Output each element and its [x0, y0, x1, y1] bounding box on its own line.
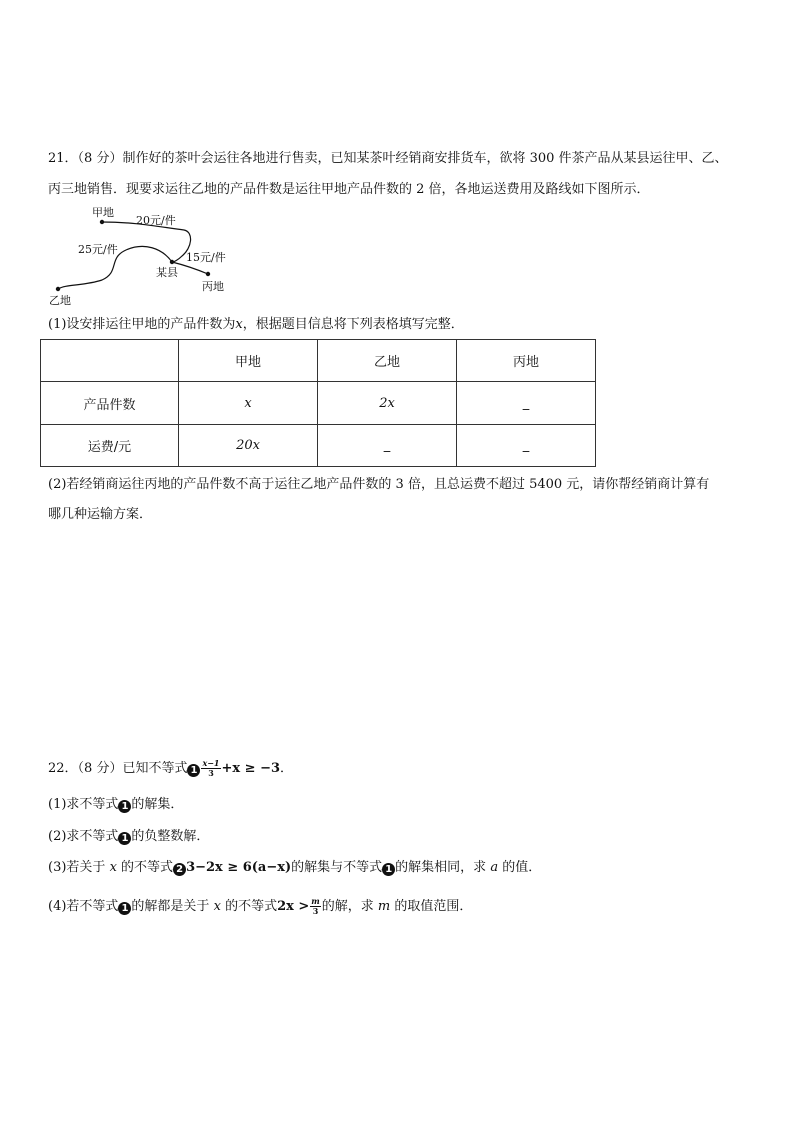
table-cell: 2x: [318, 382, 457, 425]
q22-stem-end: ．: [280, 761, 294, 776]
p4-var-m: m: [377, 899, 391, 914]
circled-one-icon: 1: [118, 902, 131, 915]
fraction: [310, 897, 320, 916]
p3-text-e: 的值．: [502, 860, 542, 875]
q22-part1: [48, 796, 758, 814]
p3-text-b: 的不等式: [121, 860, 174, 875]
p4-text-b: 的解都是关于: [131, 899, 210, 914]
p3-text-a: (3)若关于: [48, 860, 106, 875]
p4-text-d: 的解，求: [321, 899, 374, 914]
answer-table: [40, 339, 596, 467]
p3-text-d: 的解集相同，求: [395, 860, 487, 875]
q21-line-2: 丙三地销售．现要求运往乙地的产品件数是运往甲地产品件数的 2 倍，各地运送费用及路线如下图所示．: [48, 182, 650, 197]
table-header-yi: 乙地: [318, 340, 457, 382]
label-cost-jia: 20元/件: [136, 214, 176, 227]
label-cost-yi: 25元/件: [78, 243, 118, 256]
p1-text-b: 的解集．: [131, 797, 184, 812]
table-row: [41, 382, 596, 425]
row-label-cost: 运费/元: [41, 425, 179, 467]
yi-point: [56, 287, 60, 291]
p4-expression: 2x >: [277, 899, 310, 914]
county-point: [170, 260, 174, 264]
table-cell-blank: _: [457, 425, 596, 467]
bing-point: [206, 272, 210, 276]
table-header-jia: 甲地: [179, 340, 318, 382]
label-county: 某县: [156, 266, 178, 279]
p3-expression: 3−2x ≥ 6(a−x): [186, 860, 292, 875]
p4-text-e: 的取值范围．: [394, 899, 473, 914]
jia-point: [100, 220, 104, 224]
fraction-numerator: m: [311, 896, 320, 906]
p1-text: (1)求不等式: [48, 797, 119, 812]
p4-var-x: x: [213, 899, 221, 914]
part1-suffix: ，根据题目信息将下列表格填写完整．: [242, 317, 464, 332]
part1-var: x: [235, 317, 243, 332]
circled-one-icon: 1: [118, 800, 131, 813]
route-to-jia: [102, 222, 191, 262]
q22-part4: [48, 897, 758, 916]
table-row: [41, 425, 596, 467]
row-label-count: 产品件数: [41, 382, 179, 425]
p3-var-a: a: [490, 860, 499, 875]
table-cell-blank: _: [318, 425, 457, 467]
part1-prefix: (1)设安排运往甲地的产品件数为: [48, 317, 236, 332]
label-cost-bing: 15元/件: [186, 251, 226, 264]
q22-stem-prefix: 22．（8 分）已知不等式: [48, 761, 188, 776]
label-yi: 乙地: [49, 294, 71, 307]
q22-stem: [48, 759, 758, 778]
q21-line-1: 21．（8 分）制作好的茶叶会运往各地进行售卖，已知某茶叶经销商安排货车，欲将 300 件茶产品从某县运往甲、乙、: [48, 151, 728, 166]
table-cell: 20x: [179, 425, 318, 467]
label-bing: 丙地: [202, 280, 224, 293]
p3-var-x: x: [109, 860, 117, 875]
p2-text: (2)求不等式: [48, 829, 119, 844]
q22-part3: [48, 859, 758, 877]
q21-part2-line-2: 哪几种运输方案．: [48, 507, 153, 522]
q22-part2: [48, 828, 758, 846]
fraction-denominator: 3: [208, 768, 214, 778]
table-cell: [41, 340, 179, 382]
table-cell: x: [179, 382, 318, 425]
table-header-bing: 丙地: [457, 340, 596, 382]
q22-stem-tail: +x ≥ −3: [221, 761, 281, 776]
table-header-row: [41, 340, 596, 382]
fraction-denominator: 3: [312, 906, 319, 916]
fraction: [201, 759, 220, 778]
fraction-numerator: x−1: [202, 758, 220, 768]
circled-two-icon: 2: [173, 863, 186, 876]
route-map: [44, 202, 244, 308]
circled-one-icon: 1: [118, 832, 131, 845]
p3-text-c: 的解集与不等式: [291, 860, 383, 875]
p4-text-c: 的不等式: [225, 899, 278, 914]
circled-one-icon: 1: [187, 764, 200, 777]
q21-part1: [48, 316, 758, 334]
q21-part2-line-1: (2)若经销商运往丙地的产品件数不高于运往乙地产品件数的 3 倍，且总运费不超过 5400 元，请你帮经销商计算有: [48, 477, 710, 492]
p4-text-a: (4)若不等式: [48, 899, 119, 914]
table-cell-blank: _: [457, 382, 596, 425]
label-jia: 甲地: [92, 206, 114, 219]
circled-one-icon: 1: [382, 863, 395, 876]
p2-text-b: 的负整数解．: [131, 829, 210, 844]
